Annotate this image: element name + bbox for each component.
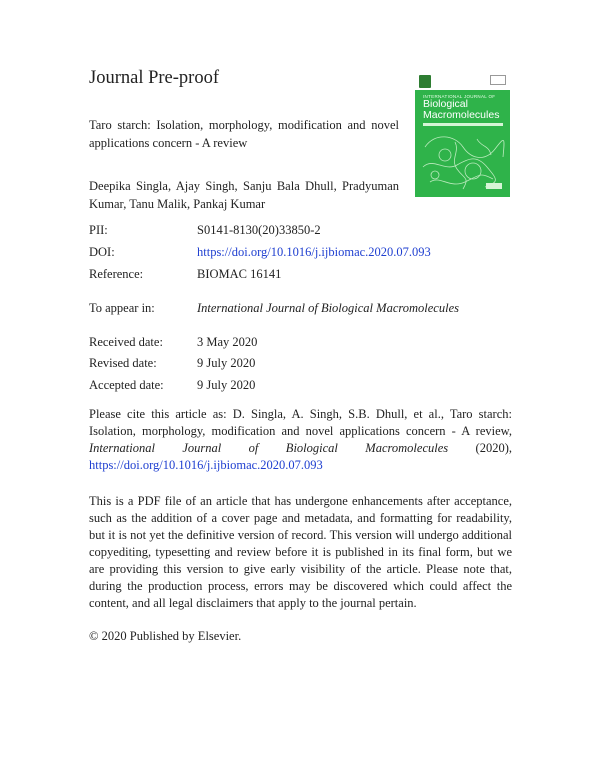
pii-value: S0141-8130(20)33850-2 <box>197 223 321 237</box>
citation-year: (2020), <box>448 441 513 455</box>
pii-label: PII: <box>89 223 108 237</box>
article-title: Taro starch: Isolation, morphology, modification and novel applications concern - A review <box>89 118 399 150</box>
received-label: Received date: <box>89 335 163 349</box>
reference-label: Reference: <box>89 267 144 281</box>
journal-cover-image <box>415 72 510 197</box>
doi-label: DOI: <box>89 245 115 259</box>
reference-value: BIOMAC 16141 <box>197 267 282 281</box>
revised-value: 9 July 2020 <box>197 356 256 370</box>
citation-prefix: Please cite this article as: D. Singla, A. Singh, S.B. Dhull, et al., Taro starch: Isolation, morphology, modification and novel applications concern - A review, <box>89 407 512 438</box>
citation-paragraph <box>89 406 512 474</box>
cover-stripe <box>423 123 503 126</box>
cover-journal-small: INTERNATIONAL JOURNAL OF <box>423 94 496 99</box>
cover-header-bar <box>415 72 510 90</box>
accepted-value: 9 July 2020 <box>197 378 256 392</box>
cover-journal-name: Biological Macromolecules <box>423 98 500 121</box>
journal-preproof-heading: Journal Pre-proof <box>89 68 219 88</box>
disclaimer-paragraph: This is a PDF file of an article that has undergone enhancements after acceptance, such as the addition of a cover page and metadata, and formatting for readability, but it is not yet the definitive version of record. This version will undergo additional copyediting, typesetting and review before it is published in its final form, but we are providing this version to give early visibility of the article. Please note that, during the production process, errors may be discovered which could affect the content, and all legal disclaimers that apply to the journal pertain. <box>89 494 512 610</box>
received-value: 3 May 2020 <box>197 335 258 349</box>
cover-badge-icon <box>490 75 506 85</box>
cover-footer-mark <box>486 183 502 189</box>
accepted-label: Accepted date: <box>89 378 164 392</box>
revised-label: Revised date: <box>89 356 157 370</box>
appear-label: To appear in: <box>89 301 155 315</box>
appear-value: International Journal of Biological Macromolecules <box>197 301 459 315</box>
elsevier-logo-icon <box>419 75 431 88</box>
citation-doi-link[interactable]: https://doi.org/10.1016/j.ijbiomac.2020.07.093 <box>89 458 323 472</box>
citation-journal: International Journal of Biological Macromolecules <box>89 441 449 455</box>
doi-link[interactable]: https://doi.org/10.1016/j.ijbiomac.2020.07.093 <box>197 245 431 259</box>
article-authors: Deepika Singla, Ajay Singh, Sanju Bala Dhull, Pradyuman Kumar, Tanu Malik, Pankaj Kumar <box>89 179 399 211</box>
copyright-notice: © 2020 Published by Elsevier. <box>89 629 242 643</box>
